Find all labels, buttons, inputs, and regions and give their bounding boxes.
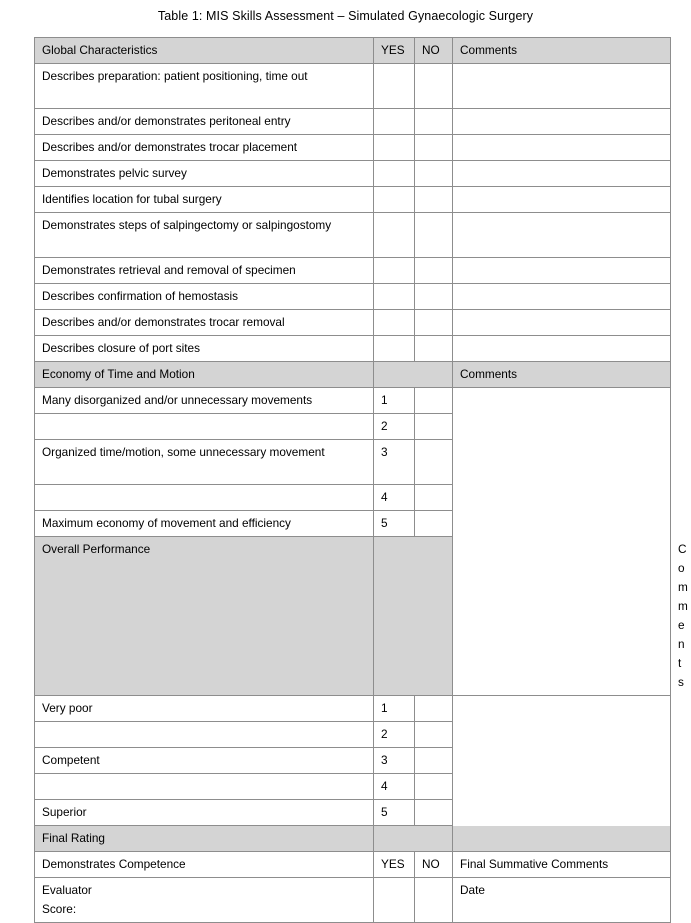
rating-score[interactable]: 5 bbox=[374, 511, 415, 537]
rating-score[interactable]: 3 bbox=[374, 748, 415, 774]
rating-label: Superior bbox=[35, 800, 374, 826]
section-title-economy: Economy of Time and Motion bbox=[35, 362, 374, 388]
rating-score[interactable]: 1 bbox=[374, 388, 415, 414]
evaluator-score-field[interactable] bbox=[35, 878, 374, 923]
rating-score[interactable]: 1 bbox=[374, 696, 415, 722]
criterion-label: Describes and/or demonstrates trocar removal bbox=[35, 310, 374, 336]
table-row bbox=[35, 696, 671, 722]
final-summative-comments-header: Final Summative Comments bbox=[453, 852, 671, 878]
criterion-label: Describes confirmation of hemostasis bbox=[35, 284, 374, 310]
table-row bbox=[35, 336, 671, 362]
comments-cell[interactable] bbox=[453, 64, 671, 109]
assessment-table-wrapper bbox=[34, 37, 688, 923]
section-overall-score-header bbox=[374, 537, 453, 696]
rating-label: Very poor bbox=[35, 696, 374, 722]
section-title-final-rating: Final Rating bbox=[35, 826, 374, 852]
table-row bbox=[35, 187, 671, 213]
criterion-label: Demonstrates steps of salpingectomy or salpingostomy bbox=[35, 213, 374, 258]
section-header-final-rating bbox=[35, 826, 671, 852]
evaluator-label: Evaluator bbox=[42, 883, 92, 897]
competence-yes-cell[interactable] bbox=[374, 878, 415, 923]
yes-checkbox-cell[interactable] bbox=[374, 135, 415, 161]
rating-select-cell[interactable] bbox=[415, 511, 453, 537]
rating-select-cell[interactable] bbox=[415, 696, 453, 722]
final-rating-header-filler bbox=[374, 826, 671, 852]
criterion-label: Describes and/or demonstrates trocar placement bbox=[35, 135, 374, 161]
rating-label bbox=[35, 414, 374, 440]
score-label: Score: bbox=[42, 902, 77, 916]
economy-comments-cell[interactable] bbox=[453, 388, 671, 696]
yes-checkbox-cell[interactable] bbox=[374, 284, 415, 310]
comments-cell[interactable] bbox=[453, 135, 671, 161]
no-checkbox-cell[interactable] bbox=[415, 310, 453, 336]
rating-label bbox=[35, 485, 374, 511]
criterion-label: Demonstrates retrieval and removal of specimen bbox=[35, 258, 374, 284]
rating-score[interactable]: 4 bbox=[374, 774, 415, 800]
comments-cell[interactable] bbox=[453, 161, 671, 187]
table-row bbox=[35, 64, 671, 109]
rating-select-cell[interactable] bbox=[415, 414, 453, 440]
date-field[interactable]: Date bbox=[453, 878, 671, 923]
comments-cell[interactable] bbox=[453, 336, 671, 362]
section-economy-comments-header: Comments bbox=[453, 362, 671, 388]
competence-no-header[interactable]: NO bbox=[415, 852, 453, 878]
criterion-label: Describes preparation: patient positioning, time out bbox=[35, 64, 374, 109]
no-checkbox-cell[interactable] bbox=[415, 336, 453, 362]
no-checkbox-cell[interactable] bbox=[415, 258, 453, 284]
table-row bbox=[35, 135, 671, 161]
rating-select-cell[interactable] bbox=[415, 388, 453, 414]
rating-label: Many disorganized and/or unnecessary movements bbox=[35, 388, 374, 414]
table-row bbox=[35, 310, 671, 336]
rating-score[interactable]: 5 bbox=[374, 800, 415, 826]
comments-cell[interactable] bbox=[453, 109, 671, 135]
rating-label bbox=[35, 774, 374, 800]
comments-cell[interactable] bbox=[453, 213, 671, 258]
rating-select-cell[interactable] bbox=[415, 748, 453, 774]
table-row bbox=[35, 109, 671, 135]
rating-score[interactable]: 2 bbox=[374, 414, 415, 440]
column-header-comments: Comments bbox=[453, 38, 671, 64]
yes-checkbox-cell[interactable] bbox=[374, 187, 415, 213]
rating-score[interactable]: 2 bbox=[374, 722, 415, 748]
rating-select-cell[interactable] bbox=[415, 800, 453, 826]
rating-select-cell[interactable] bbox=[415, 440, 453, 485]
section-header-global-characteristics bbox=[35, 38, 671, 64]
comments-cell[interactable] bbox=[453, 187, 671, 213]
yes-checkbox-cell[interactable] bbox=[374, 258, 415, 284]
comments-cell[interactable] bbox=[453, 258, 671, 284]
section-title-overall: Overall Performance bbox=[35, 537, 374, 696]
no-checkbox-cell[interactable] bbox=[415, 284, 453, 310]
section-title-global: Global Characteristics bbox=[35, 38, 374, 64]
rating-score[interactable]: 3 bbox=[374, 440, 415, 485]
yes-checkbox-cell[interactable] bbox=[374, 336, 415, 362]
rating-label: Competent bbox=[35, 748, 374, 774]
column-header-no: NO bbox=[415, 38, 453, 64]
table-row bbox=[35, 878, 671, 923]
table-row bbox=[35, 388, 671, 414]
section-economy-score-header bbox=[374, 362, 453, 388]
criterion-label: Identifies location for tubal surgery bbox=[35, 187, 374, 213]
section-header-economy-of-time-and-motion bbox=[35, 362, 671, 388]
criterion-label: Demonstrates pelvic survey bbox=[35, 161, 374, 187]
no-checkbox-cell[interactable] bbox=[415, 161, 453, 187]
rating-select-cell[interactable] bbox=[415, 774, 453, 800]
table-row bbox=[35, 258, 671, 284]
yes-checkbox-cell[interactable] bbox=[374, 310, 415, 336]
comments-cell[interactable] bbox=[453, 284, 671, 310]
no-checkbox-cell[interactable] bbox=[415, 213, 453, 258]
rating-score[interactable]: 4 bbox=[374, 485, 415, 511]
yes-checkbox-cell[interactable] bbox=[374, 213, 415, 258]
rating-select-cell[interactable] bbox=[415, 722, 453, 748]
table-row bbox=[35, 852, 671, 878]
competence-yes-header[interactable]: YES bbox=[374, 852, 415, 878]
yes-checkbox-cell[interactable] bbox=[374, 64, 415, 109]
no-checkbox-cell[interactable] bbox=[415, 109, 453, 135]
rating-label: Organized time/motion, some unnecessary movement bbox=[35, 440, 374, 485]
table-row bbox=[35, 161, 671, 187]
comments-cell[interactable] bbox=[453, 310, 671, 336]
no-checkbox-cell[interactable] bbox=[415, 135, 453, 161]
criterion-label: Describes closure of port sites bbox=[35, 336, 374, 362]
rating-label bbox=[35, 722, 374, 748]
rating-select-cell[interactable] bbox=[415, 485, 453, 511]
no-checkbox-cell[interactable] bbox=[415, 64, 453, 109]
column-header-yes: YES bbox=[374, 38, 415, 64]
yes-checkbox-cell[interactable] bbox=[374, 161, 415, 187]
rating-label: Maximum economy of movement and efficiency bbox=[35, 511, 374, 537]
page-title: Table 1: MIS Skills Assessment – Simulated Gynaecologic Surgery bbox=[157, 9, 534, 23]
mis-skills-assessment-table bbox=[34, 37, 688, 923]
yes-checkbox-cell[interactable] bbox=[374, 109, 415, 135]
table-row bbox=[35, 213, 671, 258]
no-checkbox-cell[interactable] bbox=[415, 187, 453, 213]
section-header-overall-performance: Overall Performance Comments bbox=[35, 537, 671, 696]
competence-label: Demonstrates Competence bbox=[35, 852, 374, 878]
table-row bbox=[35, 284, 671, 310]
criterion-label: Describes and/or demonstrates peritoneal entry bbox=[35, 109, 374, 135]
competence-no-cell[interactable] bbox=[415, 878, 453, 923]
